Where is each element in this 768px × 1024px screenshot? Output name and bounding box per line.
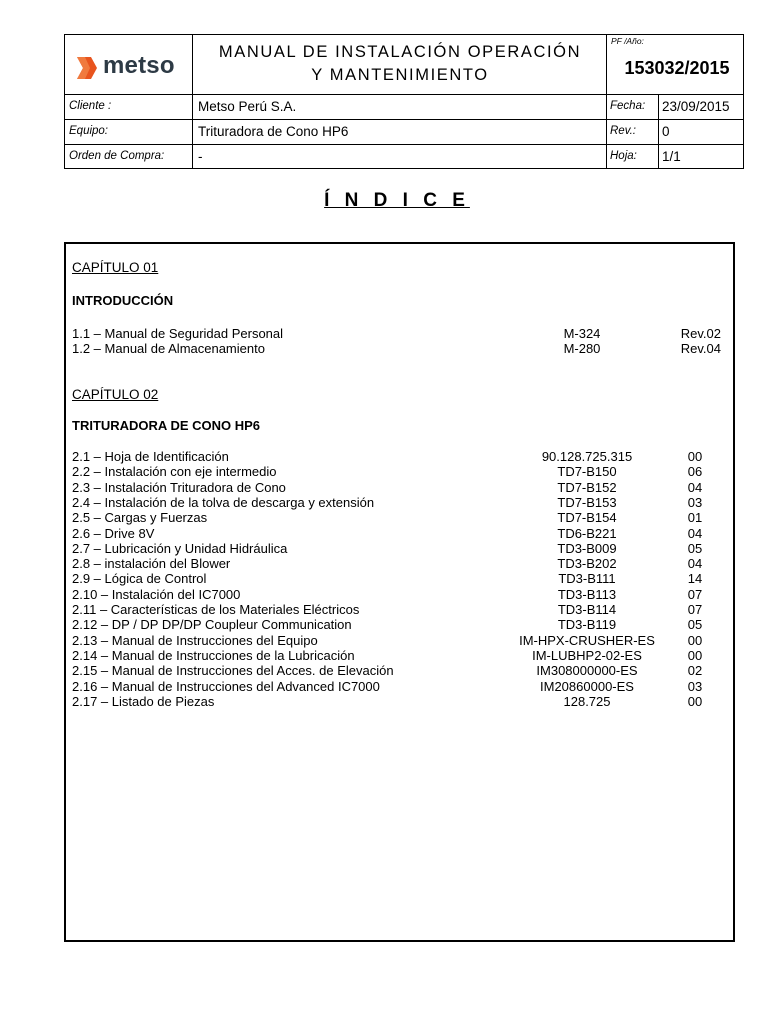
index-item: 2.13 – Manual de Instrucciones del Equipo bbox=[72, 632, 318, 648]
index-row bbox=[72, 617, 727, 632]
index-item: 2.11 – Características de los Materiales Eléctricos bbox=[72, 602, 360, 617]
divider bbox=[65, 144, 743, 145]
index-row bbox=[72, 587, 727, 602]
index-row bbox=[72, 449, 727, 464]
index-row bbox=[72, 526, 727, 541]
index-row bbox=[72, 633, 727, 648]
index-rev: Rev.04 bbox=[680, 341, 721, 356]
index-row bbox=[72, 679, 727, 694]
index-code: 128.725 bbox=[563, 693, 611, 709]
index-code: TD3-B114 bbox=[557, 602, 617, 617]
equipment-label: Equipo: bbox=[69, 125, 109, 137]
metso-logo bbox=[73, 51, 187, 85]
client-label: Cliente : bbox=[69, 100, 112, 112]
index-item: 2.16 – Manual de Instrucciones del Advanced IC7000 bbox=[72, 678, 380, 694]
index-code: IM308000000-ES bbox=[536, 663, 638, 679]
index-item: 2.2 – Instalación con eje intermedio bbox=[72, 464, 277, 480]
purchase-order-label: Orden de Compra: bbox=[69, 150, 165, 162]
index-item: 2.6 – Drive 8V bbox=[72, 525, 155, 541]
index-row bbox=[72, 480, 727, 495]
index-item: 2.1 – Hoja de Identificación bbox=[72, 449, 229, 464]
index-row bbox=[72, 571, 727, 586]
index-row bbox=[72, 341, 727, 356]
chapter-heading: CAPÍTULO 01 bbox=[72, 260, 159, 275]
index-row bbox=[72, 326, 727, 341]
index-rev: 00 bbox=[687, 693, 703, 709]
index-code: TD3-B111 bbox=[558, 571, 616, 587]
index-rev: 00 bbox=[687, 647, 703, 663]
date-label: Fecha: bbox=[610, 100, 646, 112]
index-code: TD3-B009 bbox=[557, 540, 617, 556]
index-row bbox=[72, 663, 727, 678]
divider bbox=[65, 119, 743, 120]
index-item: 1.1 – Manual de Seguridad Personal bbox=[72, 326, 284, 341]
index-code: IM-HPX-CRUSHER-ES bbox=[519, 632, 655, 648]
index-code: 90.128.725.315 bbox=[541, 449, 633, 464]
index-item: 2.7 – Lubricación y Unidad Hidráulica bbox=[72, 540, 288, 556]
divider bbox=[65, 94, 743, 95]
revision-value: 0 bbox=[662, 124, 670, 139]
revision-label: Rev.: bbox=[610, 125, 636, 137]
logo-wordmark: metso bbox=[103, 52, 175, 79]
index-rev: 00 bbox=[687, 449, 703, 464]
index-rev: Rev.02 bbox=[680, 326, 721, 341]
index-code: M-324 bbox=[563, 326, 601, 341]
index-rev: 03 bbox=[687, 494, 703, 510]
index-item: 2.15 – Manual de Instrucciones del Acces. de Elevación bbox=[72, 663, 394, 679]
metso-mark-icon bbox=[73, 53, 101, 83]
index-rev: 14 bbox=[687, 571, 703, 587]
pf-year-label: PF /Año: bbox=[611, 36, 644, 46]
index-item: 2.5 – Cargas y Fuerzas bbox=[72, 510, 208, 526]
divider bbox=[658, 94, 659, 168]
index-code: IM-LUBHP2-02-ES bbox=[532, 647, 642, 663]
index-rev: 05 bbox=[687, 617, 703, 633]
index-code: TD7-B150 bbox=[557, 464, 617, 480]
index-rev: 02 bbox=[687, 663, 703, 679]
chapter-heading: CAPÍTULO 02 bbox=[72, 387, 159, 402]
index-row bbox=[72, 541, 727, 556]
index-row bbox=[72, 602, 727, 617]
index-code: IM20860000-ES bbox=[540, 678, 634, 694]
index-code: M-280 bbox=[563, 341, 601, 356]
client-value: Metso Perú S.A. bbox=[198, 99, 297, 114]
index-content-box bbox=[64, 242, 735, 942]
sheet-label: Hoja: bbox=[610, 150, 637, 162]
date-value: 23/09/2015 bbox=[662, 99, 730, 114]
index-item: 2.9 – Lógica de Control bbox=[72, 571, 207, 587]
index-item: 2.10 – Instalación del IC7000 bbox=[72, 586, 241, 602]
index-item: 2.3 – Instalación Trituradora de Cono bbox=[72, 479, 286, 495]
index-rev: 06 bbox=[687, 464, 703, 480]
index-rev: 07 bbox=[687, 602, 703, 617]
index-item: 2.17 – Listado de Piezas bbox=[72, 693, 215, 709]
index-code: TD7-B154 bbox=[557, 510, 617, 526]
index-rev: 04 bbox=[687, 525, 703, 541]
index-code: TD7-B153 bbox=[557, 494, 617, 510]
index-item: 2.14 – Manual de Instrucciones de la Lubricación bbox=[72, 647, 355, 663]
section-title: TRITURADORA DE CONO HP6 bbox=[72, 418, 261, 433]
index-item: 2.4 – Instalación de la tolva de descarga y extensión bbox=[72, 494, 375, 510]
title-line-2: Y MANTENIMIENTO bbox=[311, 66, 489, 84]
index-row bbox=[72, 510, 727, 525]
index-item: 2.8 – instalación del Blower bbox=[72, 556, 231, 572]
index-title: Í N D I C E bbox=[324, 190, 470, 211]
index-code: TD6-B221 bbox=[557, 525, 617, 541]
index-rev: 07 bbox=[687, 586, 703, 602]
index-row bbox=[72, 694, 727, 709]
title-line-1: MANUAL DE INSTALACIÓN OPERACIÓN bbox=[218, 43, 582, 61]
section-title: INTRODUCCIÓN bbox=[72, 293, 174, 308]
index-code: TD3-B119 bbox=[557, 617, 617, 633]
index-row bbox=[72, 556, 727, 571]
index-rev: 01 bbox=[687, 510, 703, 526]
index-code: TD7-B152 bbox=[557, 479, 617, 495]
purchase-order-value: - bbox=[198, 149, 203, 164]
index-item: 1.2 – Manual de Almacenamiento bbox=[72, 341, 265, 356]
index-rev: 00 bbox=[687, 632, 703, 648]
index-rev: 05 bbox=[687, 540, 703, 556]
index-rev: 03 bbox=[687, 678, 703, 694]
pf-year-value: 153032/2015 bbox=[624, 58, 730, 78]
index-rev: 04 bbox=[687, 556, 703, 572]
index-rev: 04 bbox=[687, 479, 703, 495]
index-row bbox=[72, 464, 727, 479]
index-code: TD3-B202 bbox=[557, 556, 617, 572]
document-title bbox=[193, 41, 607, 87]
index-row bbox=[72, 495, 727, 510]
index-row bbox=[72, 648, 727, 663]
document-header bbox=[64, 34, 744, 169]
index-item: 2.12 – DP / DP DP/DP Coupleur Communication bbox=[72, 617, 352, 633]
sheet-value: 1/1 bbox=[662, 149, 681, 164]
equipment-value: Trituradora de Cono HP6 bbox=[198, 124, 349, 139]
index-code: TD3-B113 bbox=[557, 586, 617, 602]
